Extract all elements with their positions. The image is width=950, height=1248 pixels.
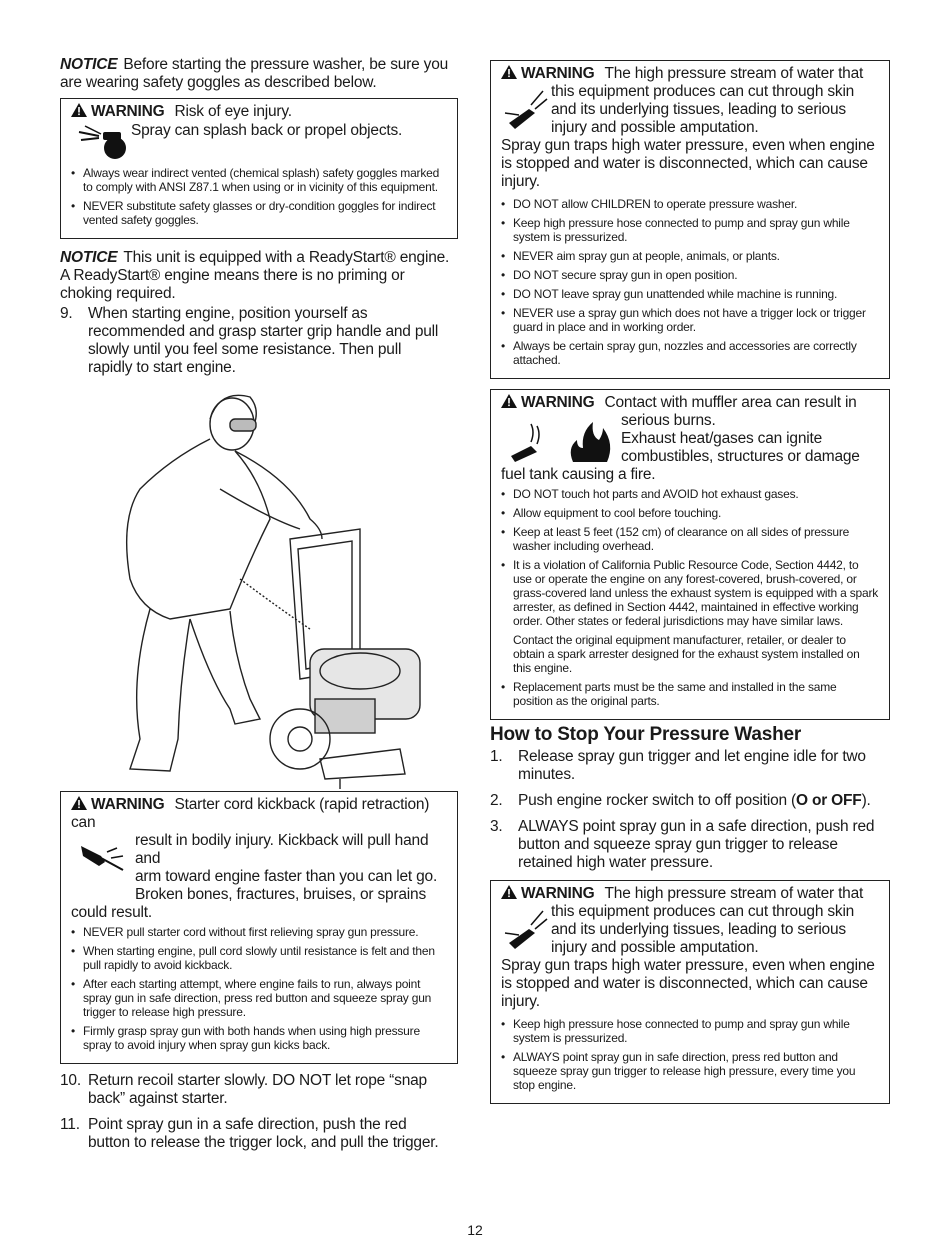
bullet-item: • DO NOT leave spray gun unattended while machine is running. (501, 287, 879, 301)
step-number: 2. (490, 792, 503, 809)
bullet-item: • NEVER aim spray gun at people, animals, or plants. (501, 249, 879, 263)
bullet-item: • Keep high pressure hose connected to pump and spray gun while system is pressurized. (501, 216, 879, 244)
step-9 (60, 305, 460, 377)
warning-lines (135, 832, 447, 904)
step-number: 9. (60, 305, 73, 322)
stop-step-3 (490, 818, 890, 872)
notice-text: This unit is equipped with a ReadyStart® engine. A ReadyStart® engine means there is no priming or choking required. (60, 249, 450, 302)
warning-bullets (71, 166, 447, 227)
bullet-item: • Always be certain spray gun, nozzles and accessories are correctly attached. (501, 339, 879, 367)
warning-lines (551, 903, 854, 957)
warning-line: this equipment produces can cut through skin (551, 83, 855, 100)
warning-line: Starter cord kickback (rapid retraction) can (71, 796, 430, 831)
warning-line: injury and possible amputation. (551, 119, 759, 136)
bullet-item: • DO NOT touch hot parts and AVOID hot exhaust gases. (501, 487, 879, 501)
bullet-item: • DO NOT allow CHILDREN to operate pressure washer. (501, 197, 879, 211)
warning-line: this equipment produces can cut through skin (551, 903, 855, 920)
step-text-part: Push engine rocker switch to off position ( (518, 792, 797, 809)
warning-lines (551, 83, 854, 137)
notice-eye-goggles (60, 56, 460, 92)
warning-body (501, 903, 879, 957)
bullet-item: • Firmly grasp spray gun with both hands when using high pressure spray to avoid injury when spray gun kicks back. (71, 1024, 447, 1052)
warning-line: Spray gun traps high water pressure, even when engine is stopped and water is disconnected, which can cause injury. (501, 957, 875, 1010)
warning-line: fuel tank causing a fire. (501, 466, 656, 483)
bullet-item: • Keep at least 5 feet (152 cm) of clearance on all sides of pressure washer including overhead. (501, 525, 879, 553)
warning-line: serious burns. (621, 412, 716, 429)
warning-body (501, 83, 879, 137)
hot-surface-icon (501, 412, 559, 466)
bullet-item: • It is a violation of California Public Resource Code, Section 4442, to use or operate the engine on any forest-covered, brush-covered, or grass-covered land unless the exhaust system is equipped with a spark arrester, as defined in Section 4442, maintained in effective working order. Other states or federal jurisdictions may have similar laws. (501, 558, 879, 628)
warning-line: Spray can splash back or propel objects. (131, 122, 403, 139)
notice-label: NOTICE (60, 249, 118, 266)
warning-muffler-burns (490, 389, 890, 720)
warning-line: combustibles, structures or damage (621, 448, 860, 465)
warning-high-pressure-stream (490, 60, 890, 379)
starting-engine-illustration (60, 379, 460, 789)
warning-line: and its underlying tissues, leading to serious (551, 921, 846, 938)
warning-header (501, 885, 879, 903)
step-number: 1. (490, 748, 503, 765)
warning-lines (621, 412, 860, 466)
bullet-item: • DO NOT secure spray gun in open position. (501, 268, 879, 282)
stop-step-2 (490, 792, 890, 810)
warning-header (501, 394, 879, 412)
warning-body (71, 122, 447, 160)
warning-header (71, 796, 447, 832)
fire-icon (559, 412, 621, 466)
warning-high-pressure-stream-2 (490, 880, 890, 1104)
warning-line: injury and possible amputation. (551, 939, 759, 956)
warning-bullets (71, 925, 447, 1052)
plain-note: Contact the original equipment manufacturer, retailer, or dealer to obtain a spark arrester designed for the exhaust system installed on this engine. (513, 633, 860, 675)
warning-cord-kickback (60, 791, 458, 1064)
step-text: ALWAYS point spray gun in a safe direction, push red button and squeeze spray gun trigger to release retained high water pressure. (518, 818, 875, 871)
bullet-item: • NEVER substitute safety glasses or dry-condition goggles for indirect vented safety goggles. (71, 199, 447, 227)
notice-readystart (60, 249, 460, 303)
stop-step-1 (490, 748, 890, 784)
warning-bullets (501, 1017, 879, 1092)
warning-triangle-icon (71, 796, 87, 810)
step-text (518, 792, 888, 810)
step-text: When starting engine, position yourself as recommended and grasp starter grip handle and pull slowly until you feel some resistance. Then pull rapidly to start engine. (88, 305, 439, 376)
warning-label: WARNING (521, 394, 595, 411)
warning-triangle-icon (501, 394, 517, 408)
notice-label: NOTICE (60, 56, 118, 73)
step-number: 11. (60, 1116, 80, 1133)
step-text: Return recoil starter slowly. DO NOT let rope “snap back” against starter. (88, 1072, 427, 1107)
warning-line: Risk of eye injury. (174, 103, 292, 120)
step-number: 3. (490, 818, 503, 835)
spray-injury-icon (501, 903, 551, 957)
warning-header (501, 65, 879, 83)
step-number: 10. (60, 1072, 81, 1089)
warning-bullets (501, 197, 879, 367)
warning-line: could result. (71, 904, 152, 921)
warning-body (71, 832, 447, 904)
warning-line: result in bodily injury. Kickback will pull hand and (135, 832, 429, 867)
warning-label: WARNING (521, 885, 595, 902)
warning-eye-injury (60, 98, 458, 239)
right-column (490, 60, 890, 1104)
warning-line: arm toward engine faster than you can let go. (135, 868, 438, 885)
section-title: How to Stop Your Pressure Washer (490, 724, 802, 745)
warning-label: WARNING (521, 65, 595, 82)
left-column (60, 56, 460, 1152)
warning-line: Broken bones, fractures, bruises, or sprains (135, 886, 427, 903)
bullet-item: • Keep high pressure hose connected to pump and spray gun while system is pressurized. (501, 1017, 879, 1045)
step-10 (60, 1072, 460, 1108)
bullet-item: • After each starting attempt, where engine fails to run, always point spray gun in safe direction, press red button and squeeze spray gun trigger to release high pressure. (71, 977, 447, 1019)
warning-line: The high pressure stream of water that (604, 885, 864, 902)
step-text: Release spray gun trigger and let engine idle for two minutes. (518, 748, 866, 783)
step-text: Point spray gun in a safe direction, push the red button to release the trigger lock, and pull the trigger. (88, 1116, 439, 1151)
warning-triangle-icon (501, 885, 517, 899)
step-text-part: ). (861, 792, 871, 809)
warning-triangle-icon (501, 65, 517, 79)
bullet-item: • NEVER pull starter cord without first relieving spray gun pressure. (71, 925, 447, 939)
kickback-hand-icon (71, 832, 135, 886)
warning-line: Exhaust heat/gases can ignite (621, 430, 823, 447)
page-number: 12 (467, 1222, 483, 1238)
warning-line: Spray gun traps high water pressure, even when engine is stopped and water is disconnected, which can cause injury. (501, 137, 875, 190)
step-text-bold: O or OFF (796, 792, 862, 809)
warning-line: and its underlying tissues, leading to serious (551, 101, 846, 118)
eye-injury-icon (71, 122, 131, 160)
bullet-item: • Always wear indirect vented (chemical splash) safety goggles marked to comply with ANSI Z87.1 when using or in vicinity of this equipment. (71, 166, 447, 194)
spray-injury-icon (501, 83, 551, 137)
bullet-item: • When starting engine, pull cord slowly until resistance is felt and then pull rapidly to avoid kickback. (71, 944, 447, 972)
warning-line: The high pressure stream of water that (604, 65, 864, 82)
warning-triangle-icon (71, 103, 87, 117)
bullet-item: • NEVER use a spray gun which does not have a trigger lock or trigger guard in place and in working order. (501, 306, 879, 334)
warning-bullets (501, 487, 879, 708)
bullet-item: • Replacement parts must be the same and installed in the same position as the original parts. (501, 680, 879, 708)
warning-header (71, 103, 447, 121)
notice-text: Before starting the pressure washer, be sure you are wearing safety goggles as described below. (60, 56, 449, 91)
warning-body (501, 412, 879, 466)
bullet-item: • Allow equipment to cool before touching. (501, 506, 879, 520)
step-11 (60, 1116, 460, 1152)
warning-label: WARNING (91, 796, 165, 813)
warning-line: Contact with muffler area can result in (604, 394, 857, 411)
bullet-item: • ALWAYS point spray gun in safe direction, press red button and squeeze spray gun trigger to release high pressure, every time you stop engine. (501, 1050, 879, 1092)
warning-label: WARNING (91, 103, 165, 120)
